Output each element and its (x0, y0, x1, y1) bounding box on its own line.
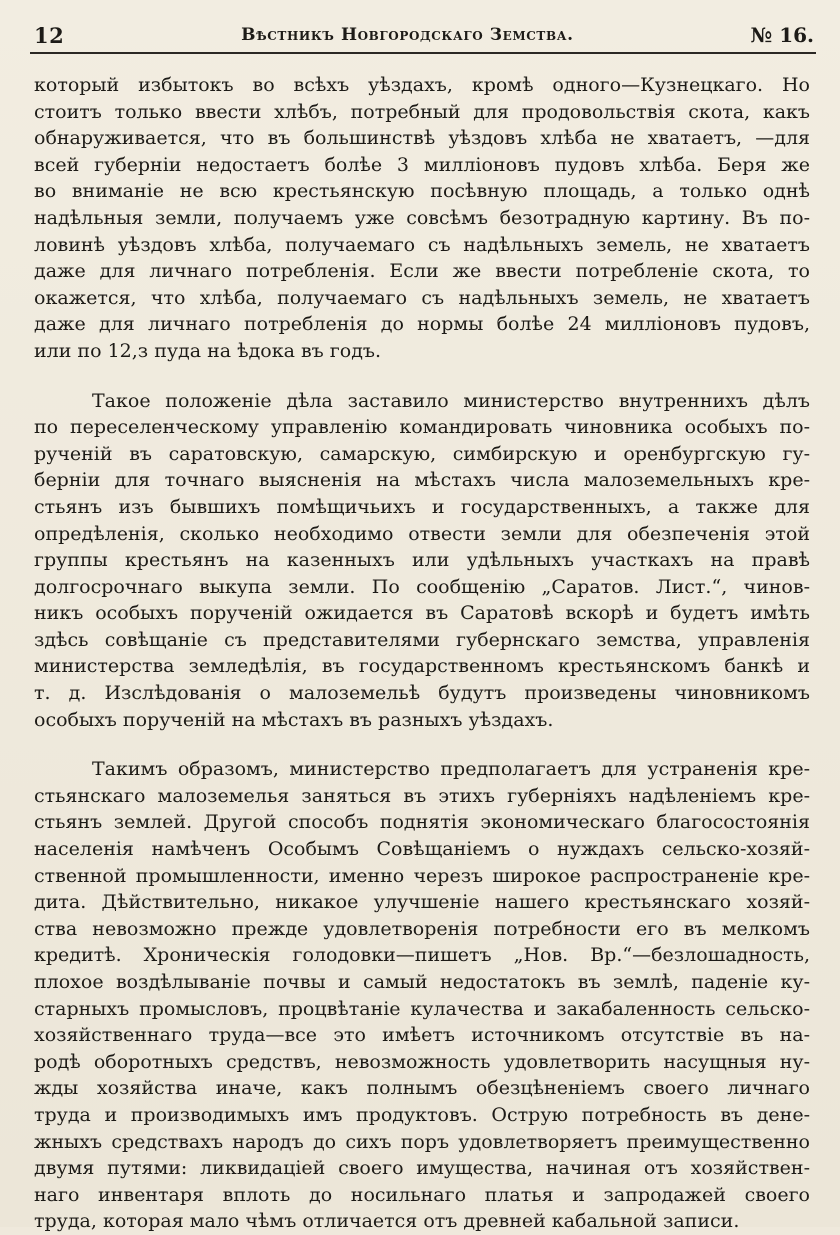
text-line: особыхъ порученій на мѣстахъ въ разныхъ уѣздахъ. (34, 708, 554, 731)
text-line: опредѣленія, сколько необходимо отвести земли для обезпеченія этой (34, 522, 810, 545)
text-line: стьянъ землей. Другой способъ поднятія экономическаго благосостоянія (34, 811, 810, 834)
paragraph (34, 388, 810, 734)
article-body (34, 72, 810, 1235)
paragraph (34, 756, 810, 1235)
text-line: или по 12,з пуда на ѣдока въ годъ. (34, 339, 382, 362)
text-line: родѣ оборотныхъ средствъ, невозможность удовлетворить насущныя ну- (34, 1050, 810, 1073)
journal-title: Вѣстникъ Новгородскаго Земства. (241, 25, 574, 45)
text-line: плохое воздѣлываніе почвы и самый недостатокъ въ землѣ, паденіе ку- (34, 971, 810, 993)
text-line: окажется, что хлѣба, получаемаго съ надѣльныхъ земель, не хватаетъ (34, 286, 810, 309)
issue-number: № 16. (750, 23, 814, 47)
text-line: старныхъ промысловъ, процвѣтаніе кулачества и закабаленность сельско- (34, 997, 810, 1020)
text-line: стьянъ изъ бывшихъ помѣщичьихъ и государственныхъ, а также для (34, 495, 810, 518)
text-line: стьянскаго малоземелья заняться въ этихъ губерніяхъ надѣленіемъ кре- (34, 784, 810, 807)
text-line: долгосрочнаго выкупа земли. По сообщенію „Саратов. Лист.“, чинов- (34, 575, 810, 598)
text-line: двумя путями: ликвидаціей своего имущества, начиная отъ хозяйствен- (34, 1157, 810, 1180)
text-line: министерства земледѣлія, въ государственномъ крестьянскомъ банкѣ и (34, 655, 810, 678)
text-line: по переселенческому управленію командировать чиновника особыхъ по- (34, 416, 810, 439)
paragraph-gap (34, 733, 810, 756)
text-line: даже для личнаго потребленія. Если же ввести потребленіе скота, то (34, 260, 810, 283)
text-line: который избытокъ во всѣхъ уѣздахъ, кромѣ одного—Кузнецкаго. Но (34, 74, 810, 96)
text-line: ственной промышленности, именно черезъ широкое распространеніе кре- (34, 864, 810, 887)
header-rule (30, 52, 816, 54)
text-line: т. д. Изслѣдованія о малоземельѣ будутъ произведены чиновникомъ (34, 682, 810, 705)
text-line: обнаруживается, что въ большинствѣ уѣздовъ хлѣба не хватаетъ, —для (34, 127, 810, 150)
text-line: всей губерніи недостаетъ болѣе 3 милліоновъ пудовъ хлѣба. Беря же (34, 153, 810, 176)
text-line: стоитъ только ввести хлѣбъ, потребный для продовольствія скота, какъ (34, 100, 810, 123)
text-line: Такое положеніе дѣла заставило министерство внутреннихъ дѣлъ (92, 389, 810, 412)
text-line: надѣльныя земли, получаемъ уже совсѣмъ безотрадную картину. Въ по- (34, 206, 810, 229)
page-number: 12 (34, 22, 65, 48)
text-line: труда, которая мало чѣмъ отличается отъ древней кабальной записи. (34, 1210, 740, 1233)
text-line: группы крестьянъ на казенныхъ или удѣльныхъ участкахъ на правѣ (34, 549, 810, 572)
text-line: кредитѣ. Хроническія голодовки—пишетъ „Нов. Вр.“—безлошадность, (34, 944, 810, 967)
text-line: здѣсь совѣщаніе съ представителями губернскаго земства, управленія (34, 628, 810, 651)
text-line: даже для личнаго потребленія до нормы болѣе 24 милліоновъ пудовъ, (34, 313, 810, 336)
running-header (34, 22, 814, 48)
paragraph (34, 72, 810, 365)
text-line: берніи для точнаго выясненія на мѣстахъ числа малоземельныхъ кре- (34, 469, 810, 492)
text-line: хозяйственнаго труда—все это имѣетъ источникомъ отсутствіе въ на- (34, 1024, 810, 1047)
text-line: дита. Дѣйствительно, никакое улучшеніе нашего крестьянскаго хозяй- (34, 891, 810, 914)
text-line: наго инвентаря вплоть до носильнаго платья и запродажей своего (34, 1183, 810, 1206)
text-line: ловинѣ уѣздовъ хлѣба, получаемаго съ надѣльныхъ земель, не хватаетъ (34, 233, 810, 256)
text-line: во вниманіе не всю крестьянскую посѣвную площадь, а только однѣ (34, 180, 810, 203)
text-line: ства невозможно прежде удовлетворенія потребности его въ мелкомъ (34, 917, 810, 940)
text-line: труда и производимыхъ имъ продуктовъ. Острую потребность въ дене- (34, 1103, 810, 1126)
text-line: жды хозяйства иначе, какъ полнымъ обезцѣненіемъ своего личнаго (34, 1077, 810, 1100)
text-line: никъ особыхъ порученій ожидается въ Саратовѣ вскорѣ и будетъ имѣть (34, 602, 810, 625)
text-line: рученій въ саратовскую, самарскую, симбирскую и оренбургскую гу- (34, 442, 810, 465)
text-line: населенія намѣченъ Особымъ Совѣщаніемъ о нуждахъ сельско-хозяй- (34, 838, 810, 861)
paragraph-gap (34, 365, 810, 388)
text-line: Такимъ образомъ, министерство предполагаетъ для устраненія кре- (92, 758, 810, 781)
text-line: жныхъ средствахъ народъ до сихъ поръ удовлетворяетъ преимущественно (34, 1130, 810, 1153)
